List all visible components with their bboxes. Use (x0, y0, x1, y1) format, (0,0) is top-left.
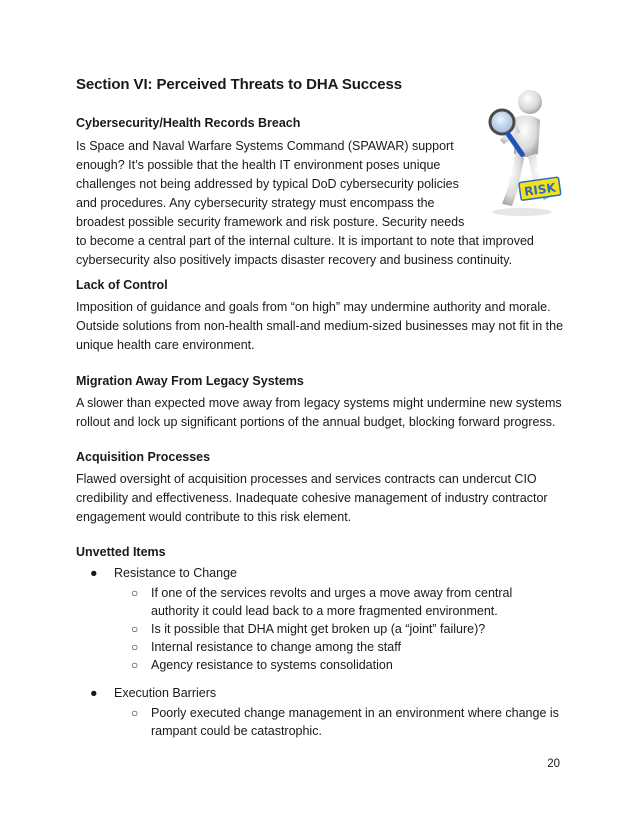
section-title: Section VI: Perceived Threats to DHA Success (76, 76, 402, 93)
circle-bullet-icon: ○ (131, 640, 139, 654)
heading-acquisition: Acquisition Processes (76, 450, 211, 464)
circle-bullet-icon: ○ (131, 658, 139, 672)
heading-lack-of-control: Lack of Control (76, 278, 168, 292)
paragraph-cybersecurity: Is Space and Naval Warfare Systems Command (SPAWAR) support enough? It’s possible that the health IT environment poses unique challenges not being addressed by typical DoD cybersecurity policies and procedures. Any cybersecurity strategy must encompass the broadest possible security framework and risk posture. Security needs to become a central part of the internal culture. It is important to note that improved cybersecurity also positively impacts disaster recovery and business continuity. (76, 139, 534, 267)
heading-cybersecurity: Cybersecurity/Health Records Breach (76, 116, 301, 130)
circle-bullet-icon: ○ (131, 622, 139, 636)
paragraph-acquisition: Flawed oversight of acquisition processes and services contracts can undercut CIO credibility and effectiveness. Inadequate cohesive management of industry contractor engagement would contribute to this risk element. (76, 472, 548, 524)
risk-label: RISK (523, 180, 557, 199)
circle-bullet-icon: ○ (131, 706, 139, 720)
bullet-icon: ● (90, 686, 98, 700)
paragraph-lack-of-control: Imposition of guidance and goals from “on high” may undermine authority and morale. Outside solutions from non-health small-and medium-sized businesses may not fit in the unique health care environment. (76, 300, 564, 352)
circle-bullet-icon: ○ (131, 586, 139, 600)
page-number: 20 (547, 758, 560, 770)
document-page: Section VI: Perceived Threats to DHA Success RISK Cybersecurity/Health Records Breach Is Space and Naval Warfare Systems Command (SPAWAR) support enough? It’s possible that the health IT environment poses unique challenges not being addressed by typical DoD cybersecurity policies and procedures. Any cybersecurity strategy must encompass the broadest possible security framework and risk posture. Security needs to become a central part of the internal culture. It is important to note that improved cybersecurity also positively impacts disaster recovery and business continuity. Lack of Control Imposition of guidance and goals from “on high” may undermine authority and morale. Outside solutions from non-health small-and medium-sized businesses may not fit in the unique health care environment. Migration Away From Legacy Systems A slower than expected move away from legacy systems might undermine new systems rollout and lock up significant portions of the annual budget, blocking forward progress. Acquisition Processes Flawed oversight of acquisition processes and services contracts can undercut CIO credibility and effectiveness. Inadequate cohesive management of industry contractor engagement would contribute to this risk element. Unvetted Items ● Resistance to Change ○ If one of the services revolts and urges a move away from central authority it could lead back to a more fragmented environment. ○ Is it possible that DHA might get broken up (a “joint” failure)? ○ Internal resistance to change among the staff ○ Agency resistance to systems consolidation ● Execution Barriers ○ Poorly executed change management in an environment where change is rampant could be catastrophic. 20 (0, 0, 638, 826)
paragraph-migration: A slower than expected move away from legacy systems might undermine new systems rollout and lock up significant portions of the annual budget, blocking forward progress. (76, 396, 562, 429)
bullet-icon: ● (90, 566, 98, 580)
heading-unvetted: Unvetted Items (76, 545, 166, 559)
heading-migration: Migration Away From Legacy Systems (76, 374, 304, 388)
